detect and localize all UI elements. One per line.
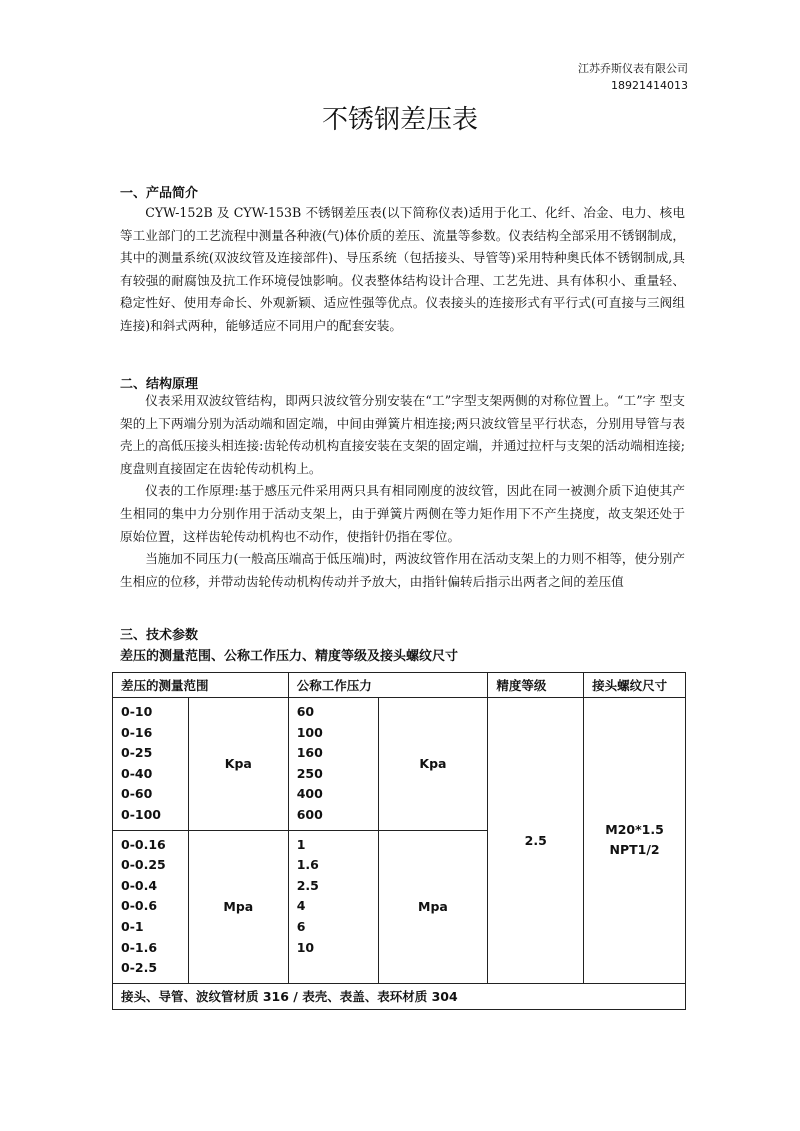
range-value: 0-25 — [121, 745, 153, 761]
section-heading-specs: 三、技术参数 — [120, 628, 199, 643]
pressure-value: 1 — [296, 836, 306, 852]
intro-paragraph: CYW-152B 及 CYW-153B 不锈钢差压表(以下简称仪表)适用于化工、化纤、冶金、电力、核电等工业部门的工艺流程中测量各种液(气)体价质的差压、流量等参数。仪表结构全部采用不锈钢制成，其中的测量系统(双波纹管及连接部件)、导压系统（包括接头、导管等)采用特种奥氏体不锈钢制成,具有较强的耐腐蚀及抗工作环境侵蚀影响。仪表整体结构设计合理、工艺先进、具有体积小、重量轻、稳定性好、使用寿命长、外观新颖、适应性强等优点。仪表接头的连接形式有平行式(可直接与三阀组连接)和斜式两种，能够适应不同用户的配套安装。 — [120, 205, 685, 333]
table-footer-row — [113, 983, 686, 1009]
pressure-value: 1.6 — [296, 857, 319, 873]
range-value: 0-1.6 — [121, 939, 158, 955]
company-phone: 18921414013 — [611, 79, 688, 92]
range-value: 0-1 — [121, 918, 144, 934]
table-row-kpa — [113, 698, 686, 831]
kpa-pressure-list — [288, 698, 378, 831]
mpa-range-list — [113, 830, 189, 983]
kpa-pressure-unit: Kpa — [378, 698, 488, 831]
kpa-range-list — [113, 698, 189, 831]
mpa-range-unit: Mpa — [188, 830, 288, 983]
structure-paragraph-2: 仪表的工作原理:基于感压元件采用两只具有相同刚度的波纹管，因此在同一被测介质下迫使其产生相同的集中力分别作用于活动支架上，由于弹簧片两侧在等力矩作用下不产生挠度，故支架还处于原始位置，这样齿轮传动机构也不动作，使指针仍指在零位。 — [120, 483, 685, 544]
table-header-row — [113, 673, 686, 698]
document-title: 不锈钢差压表 — [321, 105, 478, 135]
range-value: 0-16 — [121, 724, 153, 740]
section-heading-structure: 二、结构原理 — [120, 377, 199, 392]
structure-paragraph-1: 仪表采用双波纹管结构，即两只波纹管分别安装在“工”字型支架两侧的对称位置上。“工”字 型支架的上下两端分别为活动端和固定端，中间由弹簧片相连接;两只波纹管呈平行状态，分别用导管与表壳上的高低压接头相连接:齿轮传动机构直接安装在支架的固定端，并通过拉杆与支架的活动端相连接;度盘则直接固定在齿轮传动机构上。 — [120, 393, 685, 476]
pressure-value: 400 — [296, 786, 323, 802]
range-value: 0-0.16 — [121, 836, 166, 852]
accuracy-value: 2.5 — [488, 698, 584, 984]
header-pressure: 公称工作压力 — [288, 673, 488, 698]
header-range: 差压的测量范围 — [113, 673, 289, 698]
company-header — [578, 60, 688, 94]
mpa-pressure-unit: Mpa — [378, 830, 488, 983]
spec-table — [112, 672, 686, 1010]
range-value: 0-0.6 — [121, 898, 158, 914]
material-note: 接头、导管、波纹管材质 316 / 表壳、表盖、表环材质 304 — [113, 983, 686, 1009]
company-name: 江苏乔斯仪表有限公司 — [578, 62, 688, 75]
structure-paragraph-3: 当施加不同压力(一般高压端高于低压端)时，两波纹管作用在活动支架上的力则不相等，使分别产生相应的位移，并带动齿轮传动机构传动并予放大，由指针偏转后指示出两者之间的差压值 — [120, 551, 685, 589]
pressure-value: 60 — [296, 704, 315, 719]
pressure-value: 2.5 — [296, 877, 319, 893]
header-thread: 接头螺纹尺寸 — [584, 673, 686, 698]
range-value: 0-2.5 — [121, 960, 158, 976]
structure-body — [120, 390, 685, 593]
pressure-value: 10 — [296, 939, 315, 955]
thread-size: NPT1/2 — [609, 842, 660, 858]
pressure-value: 600 — [296, 806, 323, 822]
pressure-value: 250 — [296, 765, 323, 781]
thread-size-cell — [584, 698, 686, 984]
range-value: 0-10 — [121, 704, 153, 719]
kpa-range-unit: Kpa — [188, 698, 288, 831]
section-heading-intro: 一、产品简介 — [120, 186, 199, 201]
intro-body — [120, 202, 685, 338]
range-value: 0-40 — [121, 765, 153, 781]
pressure-value: 100 — [296, 724, 323, 740]
table-caption: 差压的测量范围、公称工作压力、精度等级及接头螺纹尺寸 — [120, 649, 459, 664]
mpa-pressure-list — [288, 830, 378, 983]
header-accuracy: 精度等级 — [488, 673, 584, 698]
pressure-value: 160 — [296, 745, 323, 761]
range-value: 0-0.4 — [121, 877, 158, 893]
range-value: 0-100 — [121, 806, 161, 822]
range-value: 0-0.25 — [121, 857, 166, 873]
range-value: 0-60 — [121, 786, 153, 802]
thread-size: M20*1.5 — [605, 822, 664, 838]
pressure-value: 4 — [296, 898, 306, 914]
pressure-value: 6 — [296, 918, 306, 934]
